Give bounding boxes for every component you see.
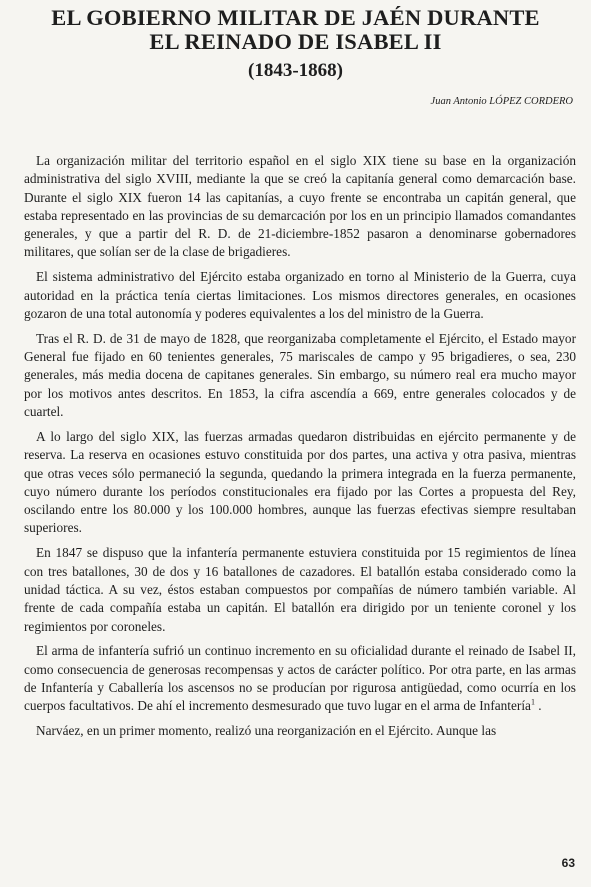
- author-given-name: Juan Antonio: [430, 96, 487, 107]
- article-title-line-2: EL REINADO DE ISABEL II: [149, 29, 442, 54]
- article-title: [0, 6, 591, 54]
- paragraph-6-end: .: [534, 698, 542, 714]
- footnote-marker[interactable]: 1: [530, 697, 535, 707]
- paragraph-6: [24, 642, 576, 715]
- paragraph-1: La organización militar del territorio español en el siglo XIX tiene su base en la organización administrativa del siglo XVIII, mediante la que se creó la capitanía general como demarcación base. Durante el siglo XIX fueron 14 las capitanías, a cuyo frente se encontraba un capitán general, que estaba representado en las provincias de su demarcación por los en un principio llamados comandantes generales, y que a partir del R. D. de 21-diciembre-1852 pasaron a denominarse gobernadores militares, que solían ser de la clase de brigadieres.: [24, 153, 576, 260]
- article-body: [24, 152, 576, 747]
- author-surname: LÓPEZ CORDERO: [489, 96, 573, 107]
- article-period: (1843-1868): [248, 60, 343, 81]
- article-title-line-1: EL GOBIERNO MILITAR DE JAÉN DURANTE: [51, 5, 540, 30]
- paragraph-5: En 1847 se dispuso que la infantería permanente estuviera constituida por 15 regimientos de línea con tres batallones, 30 de dos y 16 batallones de cazadores. El batallón estaba considerado como la unidad táctica. A su vez, éstos estaban compuestos por compañías de número también variable. Al frente de cada compañía estaba un capitán. El batallón era dirigido por un teniente coronel y los regimientos por coroneles.: [24, 545, 576, 634]
- article-author: [431, 95, 573, 109]
- paragraph-2: El sistema administrativo del Ejército estaba organizado en torno al Ministerio de la Guerra, cuya autoridad en la práctica tenía ciertas limitaciones. Los mismos directores generales, en ocasiones gozaron de una total autonomía y poderes equivalentes a los del ministro de la Guerra.: [24, 269, 576, 321]
- page-number: 63: [561, 856, 575, 870]
- paragraph-4: A lo largo del siglo XIX, las fuerzas armadas quedaron distribuidas en ejército permanente y de reserva. La reserva en ocasiones estuvo constituida por dos partes, una activa y otra pasiva, mientras que otras veces sólo permaneció la segunda, quedando la primera integrada en la fuerza permanente, cuyo número durante los períodos constitucionales era fijado por las Cortes a propuesta del Rey, oscilando entre los 80.000 y los 100.000 hombres, aunque las fuerzas efectivas siempre resultaban superiores.: [24, 428, 576, 536]
- paragraph-3: Tras el R. D. de 31 de mayo de 1828, que reorganizaba completamente el Ejército, el Estado mayor General fue fijado en 60 tenientes generales, 75 mariscales de campo y 95 brigadieres, o sea, 230 generales, más media docena de capitanes generales. Sin embargo, su número real era mucho mayor por los motivos antes descritos. En 1853, la cifra ascendía a 669, entre generales colocados y de cuartel.: [24, 330, 576, 420]
- paragraph-6-text: El arma de infantería sufrió un continuo incremento en su oficialidad durante el reinado de Isabel II, como consecuencia de generosas recompensas y actos de carácter político. Por otra parte, en las armas de Infantería y Caballería los ascensos no se producían por rigurosa antigüedad, como ocurría en los cuerpos facultativos. De ahí el incremento desmesurado que tuvo lugar en el arma de Infantería: [24, 643, 576, 714]
- paragraph-7: Narváez, en un primer momento, realizó una reorganización en el Ejército. Aunque las: [36, 723, 497, 739]
